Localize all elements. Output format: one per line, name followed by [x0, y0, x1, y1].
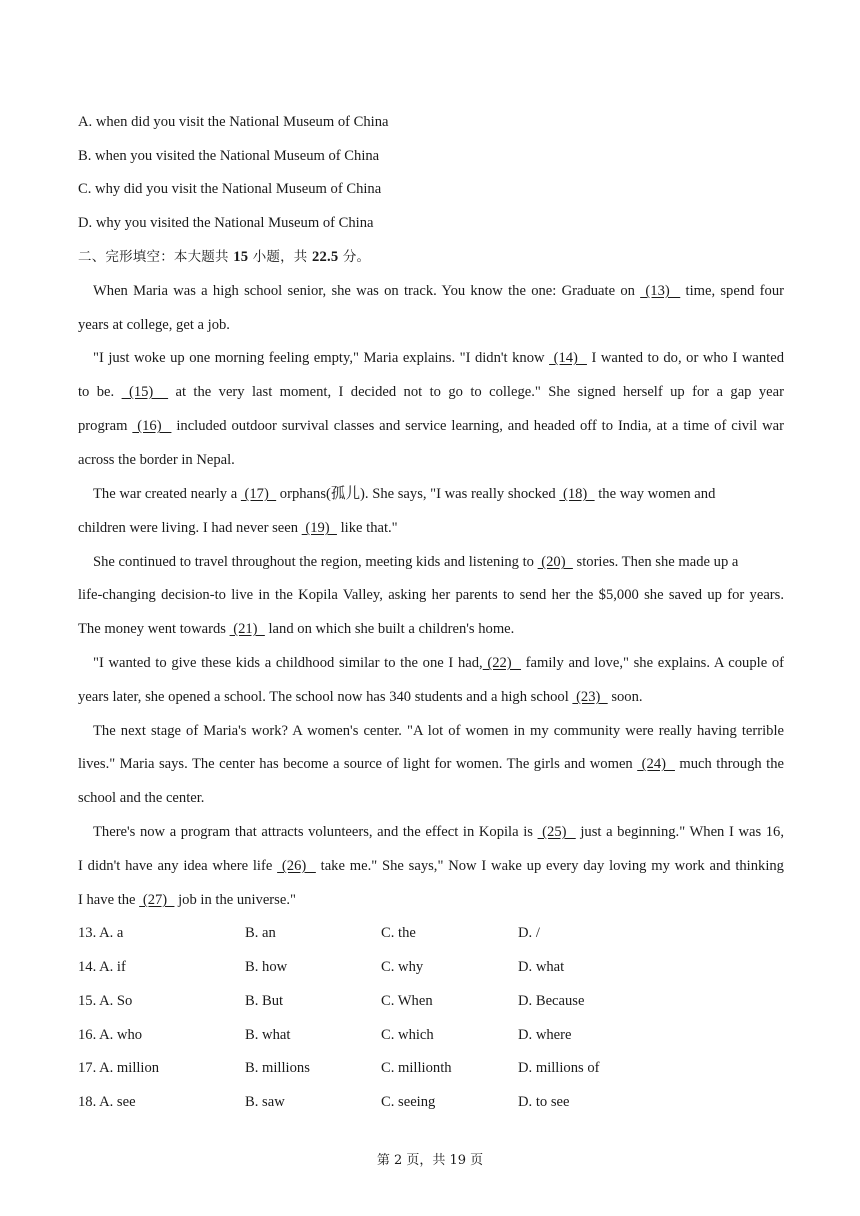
- passage-line-3: [93, 349, 784, 367]
- option-b: B. what: [245, 1027, 291, 1043]
- option-d: D. where: [518, 1027, 572, 1043]
- option-b: B. how: [245, 959, 288, 975]
- text: land on which she built a children's home.: [264, 621, 515, 637]
- option-a: 16. A. who: [78, 1027, 143, 1043]
- passage-line-19: [78, 891, 784, 909]
- blank-24: (24): [637, 756, 675, 772]
- text: I have the: [78, 892, 140, 908]
- blank-13: (13): [640, 283, 681, 299]
- passage-line-17: [93, 823, 784, 841]
- passage-line-13: [78, 688, 784, 706]
- passage-line-10: life-changing decision-to live in the Kopila Valley, asking her parents to send her the $5,000 she saved up for years.: [78, 587, 784, 603]
- section-prefix: 二、完形填空：本大题共: [78, 249, 234, 265]
- option-a: 18. A. see: [78, 1094, 136, 1110]
- text: lives." Maria says. The center has become a source of light for women. The girls and women: [78, 756, 638, 772]
- text: I didn't have any idea where life: [78, 858, 278, 874]
- passage-line-12: [93, 654, 784, 672]
- section-middle: 小题，共: [248, 249, 312, 265]
- option-d: D. millions of: [518, 1060, 600, 1076]
- text: just a beginning." When I was 16,: [575, 824, 785, 840]
- section-count: 15: [233, 249, 249, 265]
- blank-16: (16): [132, 418, 172, 434]
- blank-15: (15): [121, 384, 169, 400]
- option-d: D. /: [518, 925, 540, 941]
- option-d: D. Because: [518, 993, 585, 1009]
- option-c: C. why: [381, 959, 424, 975]
- option-c: C. seeing: [381, 1094, 436, 1110]
- option-a: 17. A. million: [78, 1060, 160, 1076]
- text: at the very last moment, I decided not to go to college." She signed herself up for a gap year: [168, 384, 784, 400]
- section-suffix: 分。: [338, 249, 371, 265]
- passage-line-15: [78, 755, 784, 773]
- passage-line-2: years at college, get a job.: [78, 317, 230, 333]
- text: "I wanted to give these kids a childhood similar to the one I had,: [93, 655, 483, 671]
- option-b: B. But: [245, 993, 284, 1009]
- text: time, spend four: [680, 283, 784, 299]
- section-heading: [78, 248, 784, 266]
- passage-line-6: across the border in Nepal.: [78, 452, 235, 468]
- passage-line-11: [78, 620, 784, 638]
- option-a: 13. A. a: [78, 925, 124, 941]
- prev-option-a: A. when did you visit the National Museum of China: [78, 114, 389, 130]
- prev-option-c: C. why did you visit the National Museum of China: [78, 181, 382, 197]
- passage-line-4: [78, 383, 784, 401]
- option-b: B. an: [245, 925, 276, 941]
- text: There's now a program that attracts volunteers, and the effect in Kopila is: [93, 824, 538, 840]
- text: the way women and: [594, 486, 716, 502]
- text: The money went towards: [78, 621, 230, 637]
- text: stories. Then she made up a: [572, 554, 739, 570]
- text: to be.: [78, 384, 122, 400]
- text: family and love," she explains. A couple of: [521, 655, 784, 671]
- passage-line-5: [78, 417, 784, 435]
- prev-option-b: B. when you visited the National Museum of China: [78, 148, 380, 164]
- blank-19: (19): [301, 520, 337, 536]
- text: program: [78, 418, 133, 434]
- text: "I just woke up one morning feeling empty," Maria explains. "I didn't know: [93, 350, 550, 366]
- text: She continued to travel throughout the region, meeting kids and listening to: [93, 554, 538, 570]
- text: much through the: [674, 756, 784, 772]
- passage-line-14: The next stage of Maria's work? A women's center. "A lot of women in my community were really having terrible: [93, 723, 784, 739]
- option-d: D. what: [518, 959, 565, 975]
- passage-line-8: [78, 519, 784, 537]
- option-b: B. saw: [245, 1094, 285, 1110]
- text: I wanted to do, or who I wanted: [586, 350, 785, 366]
- text: years later, she opened a school. The school now has 340 students and a high school: [78, 689, 573, 705]
- passage-line-9: [93, 553, 784, 571]
- option-c: C. millionth: [381, 1060, 452, 1076]
- option-c: C. the: [381, 925, 416, 941]
- passage-line-16: school and the center.: [78, 790, 205, 806]
- text: take me." She says," Now I wake up every day loving my work and thinking: [315, 858, 784, 874]
- passage-line-1: [93, 282, 784, 300]
- text: job in the universe.": [174, 892, 296, 908]
- blank-14: (14): [549, 350, 587, 366]
- page-footer: 第 2 页，共 19 页: [376, 1153, 484, 1168]
- text: like that.": [336, 520, 398, 536]
- text: children were living. I had never seen: [78, 520, 302, 536]
- option-a: 14. A. if: [78, 959, 126, 975]
- option-c: C. When: [381, 993, 433, 1009]
- blank-21: (21): [229, 621, 265, 637]
- blank-27: (27): [139, 892, 175, 908]
- prev-option-d: D. why you visited the National Museum of China: [78, 215, 374, 231]
- text: soon.: [607, 689, 643, 705]
- text: orphans(孤儿). She says, "I was really shocked: [276, 486, 560, 502]
- blank-22: (22): [482, 655, 522, 671]
- option-c: C. which: [381, 1027, 434, 1043]
- passage-line-18: [78, 857, 784, 875]
- text: included outdoor survival classes and service learning, and headed off to India, at a time of civil war: [171, 418, 784, 434]
- blank-17: (17): [240, 486, 277, 502]
- text: When Maria was a high school senior, she was on track. You know the one: Graduate on: [93, 283, 641, 299]
- blank-18: (18): [559, 486, 595, 502]
- option-b: B. millions: [245, 1060, 310, 1076]
- passage-line-7: [93, 485, 784, 503]
- blank-25: (25): [537, 824, 576, 840]
- section-score: 22.5: [312, 249, 339, 265]
- option-d: D. to see: [518, 1094, 570, 1110]
- blank-20: (20): [537, 554, 573, 570]
- blank-26: (26): [277, 858, 316, 874]
- option-a: 15. A. So: [78, 993, 133, 1009]
- blank-23: (23): [572, 689, 608, 705]
- text: The war created nearly a: [93, 486, 241, 502]
